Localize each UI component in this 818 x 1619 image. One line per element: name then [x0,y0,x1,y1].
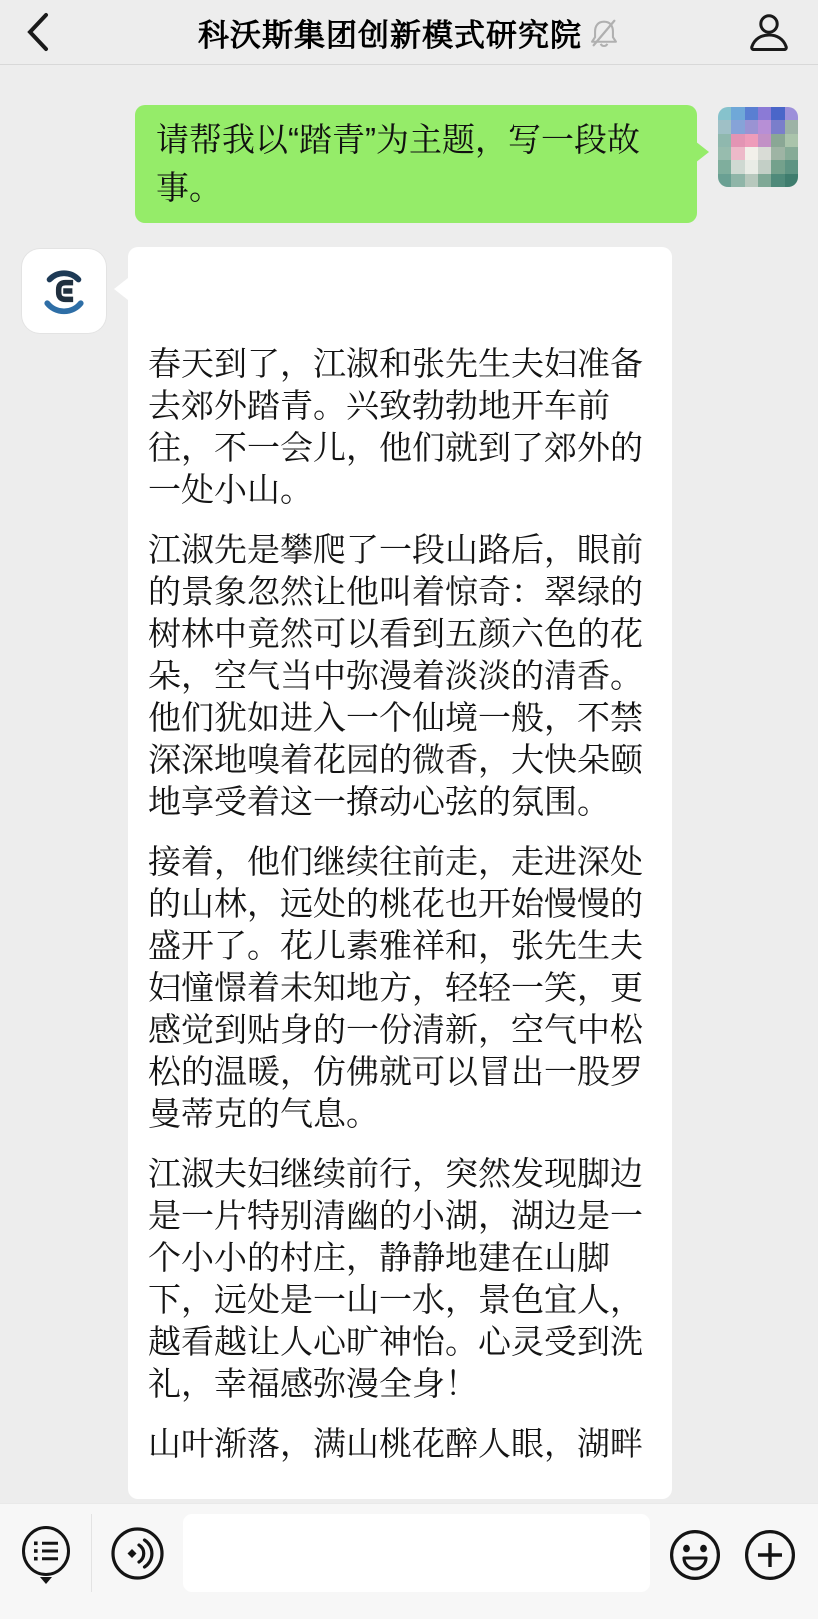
avatar-mosaic-pixel [771,134,784,147]
avatar-mosaic-pixel [758,120,771,133]
avatar-mosaic-pixel [745,134,758,147]
user-avatar[interactable] [718,107,798,187]
sound-wave-icon [111,1527,164,1580]
story-paragraph: 春天到了，江淑和张先生夫妇准备去郊外踏青。兴致勃勃地开车前往，不一会儿，他们就到了郊外的一处小山。 [148,345,643,508]
avatar-mosaic-pixel [758,107,771,120]
avatar-mosaic-pixel [745,174,758,187]
message-input-bar [0,1503,818,1619]
plus-icon [744,1529,796,1581]
avatar-mosaic-pixel [731,160,744,173]
official-menu-toggle-button[interactable] [21,1526,71,1588]
input-bar-divider [91,1514,92,1592]
avatar-mosaic-pixel [785,160,798,173]
person-icon [746,12,792,54]
avatar-mosaic-pixel [758,147,771,160]
avatar-mosaic-pixel [731,147,744,160]
story-paragraph: 江淑先是攀爬了一段山路后，眼前的景象忽然让他叫着惊奇：翠绿的树林中竟然可以看到五颜六色的花朵，空气当中弥漫着淡淡的清香。他们犹如进入一个仙境一般，不禁深深地嗅着花园的微香，大快朵颐地享受着这一撩动心弦的氛围。 [148,531,643,820]
chat-message-area [0,64,818,1503]
story-paragraph: 山叶渐落，满山桃花醉人眼，湖畔 [148,1425,643,1462]
more-actions-button[interactable] [744,1529,796,1581]
avatar-mosaic-pixel [718,147,731,160]
story-paragraph: 江淑夫妇继续前行，突然发现脚边是一片特别清幽的小湖，湖边是一个小小的村庄，静静地建在山脚下，远处是一山一水，景色宜人，越看越让人心旷神怡。心灵受到洗礼，幸福感弥漫全身！ [148,1155,643,1402]
avatar-mosaic-pixel [758,134,771,147]
emoji-button[interactable] [669,1529,721,1581]
smiley-icon [669,1529,721,1581]
received-message-bubble[interactable] [128,247,672,1499]
story-paragraph: 接着，他们继续往前走，走进深处的山林，远处的桃花也开始慢慢的盛开了。花儿素雅祥和，张先生夫妇憧憬着未知地方，轻轻一笑，更感觉到贴身的一份清新，空气中松松的温暖，仿佛就可以冒出一股罗曼蒂克的气息。 [148,843,643,1132]
avatar-mosaic-pixel [785,134,798,147]
avatar-mosaic-pixel [771,174,784,187]
avatar-mosaic-pixel [731,174,744,187]
avatar-mosaic-pixel [785,174,798,187]
chat-header [0,0,818,65]
contact-profile-button[interactable] [746,12,792,54]
avatar-mosaic-pixel [718,174,731,187]
avatar-mosaic-pixel [771,120,784,133]
message-text-input[interactable] [183,1514,650,1592]
avatar-mosaic-pixel [771,147,784,160]
avatar-mosaic-pixel [771,160,784,173]
avatar-mosaic-pixel [731,120,744,133]
avatar-mosaic-pixel [718,160,731,173]
avatar-mosaic-pixel [745,107,758,120]
avatar-mosaic-pixel [758,174,771,187]
avatar-mosaic-pixel [718,107,731,120]
bot-avatar[interactable] [22,249,106,333]
avatar-mosaic-pixel [785,107,798,120]
avatar-mosaic-pixel [785,147,798,160]
avatar-mosaic-pixel [718,134,731,147]
story-text [148,343,652,1465]
avatar-mosaic-pixel [731,107,744,120]
avatar-mosaic-pixel [785,120,798,133]
sent-message-bubble[interactable]: 请帮我以“踏青”为主题，写一段故事。 [135,105,697,223]
avatar-mosaic-pixel [758,160,771,173]
chat-title: 科沃斯集团创新模式研究院 [198,17,582,53]
avatar-mosaic-pixel [745,160,758,173]
avatar-mosaic-pixel [731,134,744,147]
received-bubble-tail [114,278,128,300]
avatar-mosaic-pixel [718,120,731,133]
ecovacs-logo-icon [32,259,96,323]
sent-bubble-tail [695,141,709,163]
avatar-mosaic-pixel [745,147,758,160]
avatar-mosaic-pixel [745,120,758,133]
voice-input-button[interactable] [111,1527,164,1580]
bell-muted-icon [588,16,620,50]
list-menu-icon [21,1526,71,1588]
avatar-mosaic-pixel [771,107,784,120]
